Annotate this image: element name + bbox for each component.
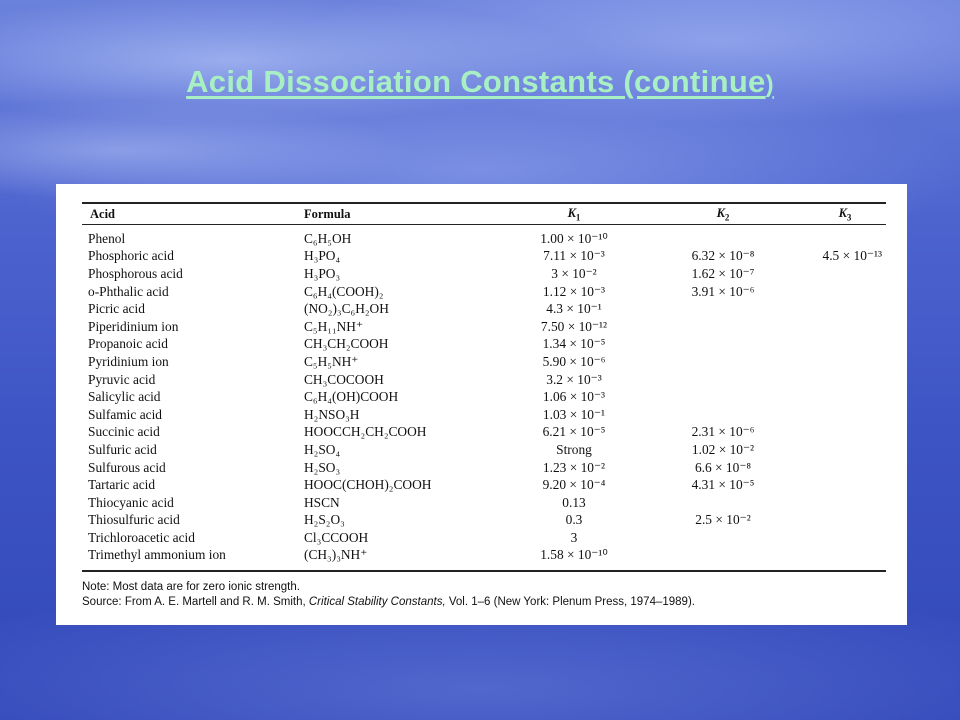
header-acid: Acid xyxy=(90,206,115,221)
cell-acid: Phosphorous acid xyxy=(88,265,183,281)
table-row xyxy=(82,441,886,459)
cell-k1: 0.13 xyxy=(562,494,586,510)
cell-acid: o-Phthalic acid xyxy=(88,283,169,299)
header-formula: Formula xyxy=(304,206,351,221)
table-row xyxy=(82,388,886,406)
cell-k1: 1.23 × 10⁻² xyxy=(542,459,606,475)
cell-formula: C₅H₅NH⁺ xyxy=(304,353,359,369)
cell-formula: H₂S₂O₃ xyxy=(304,512,345,528)
cell-k1: 3 × 10⁻² xyxy=(551,265,597,281)
slide-title-text: Acid Dissociation Constants (continue xyxy=(186,64,766,99)
cell-acid: Phosphoric acid xyxy=(88,248,174,264)
cell-k1: 1.06 × 10⁻³ xyxy=(542,389,606,405)
cell-k2: 6.32 × 10⁻⁸ xyxy=(691,248,755,264)
cell-k1: Strong xyxy=(556,441,592,457)
cell-formula: HSCN xyxy=(304,494,340,510)
header-k3: $K_3$ xyxy=(838,205,852,223)
table-row xyxy=(82,300,886,318)
cell-k1: 7.11 × 10⁻³ xyxy=(543,248,605,264)
cell-formula: H₃PO₄ xyxy=(304,248,341,264)
table-row xyxy=(82,265,886,283)
cell-k1: 9.20 × 10⁻⁴ xyxy=(542,477,606,493)
cell-acid: Trichloroacetic acid xyxy=(88,529,195,545)
cell-formula: H₃PO₃ xyxy=(304,265,341,281)
cell-formula: C₆H₄(OH)COOH xyxy=(304,389,399,405)
table-row xyxy=(82,424,886,442)
cell-k2: 1.62 × 10⁻⁷ xyxy=(691,265,755,281)
cell-acid: Tartaric acid xyxy=(88,477,156,493)
table-row xyxy=(82,459,886,477)
table-row xyxy=(82,336,886,354)
cell-acid: Phenol xyxy=(88,230,126,246)
cell-k1: 1.58 × 10⁻¹⁰ xyxy=(540,547,608,563)
table-row xyxy=(82,512,886,530)
cell-acid: Piperidinium ion xyxy=(88,318,179,334)
cell-acid: Sulfurous acid xyxy=(88,459,166,475)
cell-k1: 5.90 × 10⁻⁶ xyxy=(542,353,606,369)
cell-formula: CH₃COCOOH xyxy=(304,371,384,387)
cell-formula: (NO₂)₃C₆H₂OH xyxy=(304,301,389,317)
cell-acid: Succinic acid xyxy=(88,424,160,440)
cell-k1: 0.3 xyxy=(565,512,583,528)
cell-k2: 4.31 × 10⁻⁵ xyxy=(691,477,755,493)
cell-formula: H₂SO₄ xyxy=(304,441,341,457)
cell-k1: 1.00 × 10⁻¹⁰ xyxy=(540,230,608,246)
cell-k2: 3.91 × 10⁻⁶ xyxy=(691,283,755,299)
cell-formula: H₂SO₃ xyxy=(304,459,341,475)
table-row xyxy=(82,318,886,336)
cell-k1: 6.21 × 10⁻⁵ xyxy=(542,424,606,440)
table-row xyxy=(82,547,886,565)
cell-k1: 7.50 × 10⁻¹² xyxy=(540,318,608,334)
cell-k3: 4.5 × 10⁻¹³ xyxy=(822,248,882,264)
cell-formula: HOOCCH₂CH₂COOH xyxy=(304,424,427,440)
cell-k1: 4.3 × 10⁻¹ xyxy=(546,301,602,317)
cell-formula: (CH₃)₃NH⁺ xyxy=(304,547,368,563)
cell-acid: Pyridinium ion xyxy=(88,353,169,369)
cell-formula: HOOC(CHOH)₂COOH xyxy=(304,477,432,493)
header-k1: $K_1$ xyxy=(567,205,581,223)
cell-formula: CH₃CH₂COOH xyxy=(304,336,389,352)
cell-k1: 1.03 × 10⁻¹ xyxy=(542,406,606,422)
cell-acid: Thiosulfuric acid xyxy=(88,512,180,528)
cell-formula: H₂NSO₃H xyxy=(304,406,360,422)
table-row xyxy=(82,283,886,301)
slide-title-paren: ) xyxy=(765,71,774,98)
cell-formula: C₆H₄(COOH)₂ xyxy=(304,283,384,299)
table-row xyxy=(82,248,886,266)
table-row xyxy=(82,353,886,371)
table-body xyxy=(82,225,886,570)
table-notes xyxy=(82,580,886,610)
cell-k1: 1.12 × 10⁻³ xyxy=(542,283,606,299)
slide-title xyxy=(0,64,960,100)
cell-acid: Trimethyl ammonium ion xyxy=(88,547,226,563)
header-k2: $K_2$ xyxy=(716,205,730,223)
table-row xyxy=(82,230,886,248)
cell-formula: C₅H₁₁NH⁺ xyxy=(304,318,364,334)
table-image-panel xyxy=(56,184,907,625)
cell-k2: 6.6 × 10⁻⁸ xyxy=(694,459,752,475)
cell-acid: Sulfuric acid xyxy=(88,441,157,457)
cell-formula: Cl₃CCOOH xyxy=(304,529,369,545)
table-row xyxy=(82,371,886,389)
cell-k2: 2.5 × 10⁻² xyxy=(695,512,751,528)
cell-acid: Picric acid xyxy=(88,301,145,317)
cell-acid: Salicylic acid xyxy=(88,389,161,405)
cell-acid: Pyruvic acid xyxy=(88,371,156,387)
cell-k2: 1.02 × 10⁻² xyxy=(691,441,755,457)
table-note: Note: Most data are for zero ionic strength. xyxy=(82,581,300,594)
cell-k2: 2.31 × 10⁻⁶ xyxy=(691,424,755,440)
table-row xyxy=(82,494,886,512)
cell-acid: Thiocyanic acid xyxy=(88,494,174,510)
table-bottom-rule xyxy=(82,570,886,572)
cell-acid: Propanoic acid xyxy=(88,336,168,352)
cell-k1: 3 xyxy=(570,529,578,545)
cell-k1: 1.34 × 10⁻⁵ xyxy=(542,336,606,352)
cell-k1: 3.2 × 10⁻³ xyxy=(546,371,602,387)
cell-formula: C₆H₅OH xyxy=(304,230,352,246)
table-row xyxy=(82,476,886,494)
table-header-row xyxy=(82,204,886,224)
table-row xyxy=(82,406,886,424)
table-row xyxy=(82,529,886,547)
cell-acid: Sulfamic acid xyxy=(88,406,162,422)
table-source: Source: From A. E. Martell and R. M. Smith, Critical Stability Constants, Vol. 1–6 (New York: Plenum Press, 1974–1989). xyxy=(82,596,695,609)
acid-dissociation-table xyxy=(82,202,886,610)
